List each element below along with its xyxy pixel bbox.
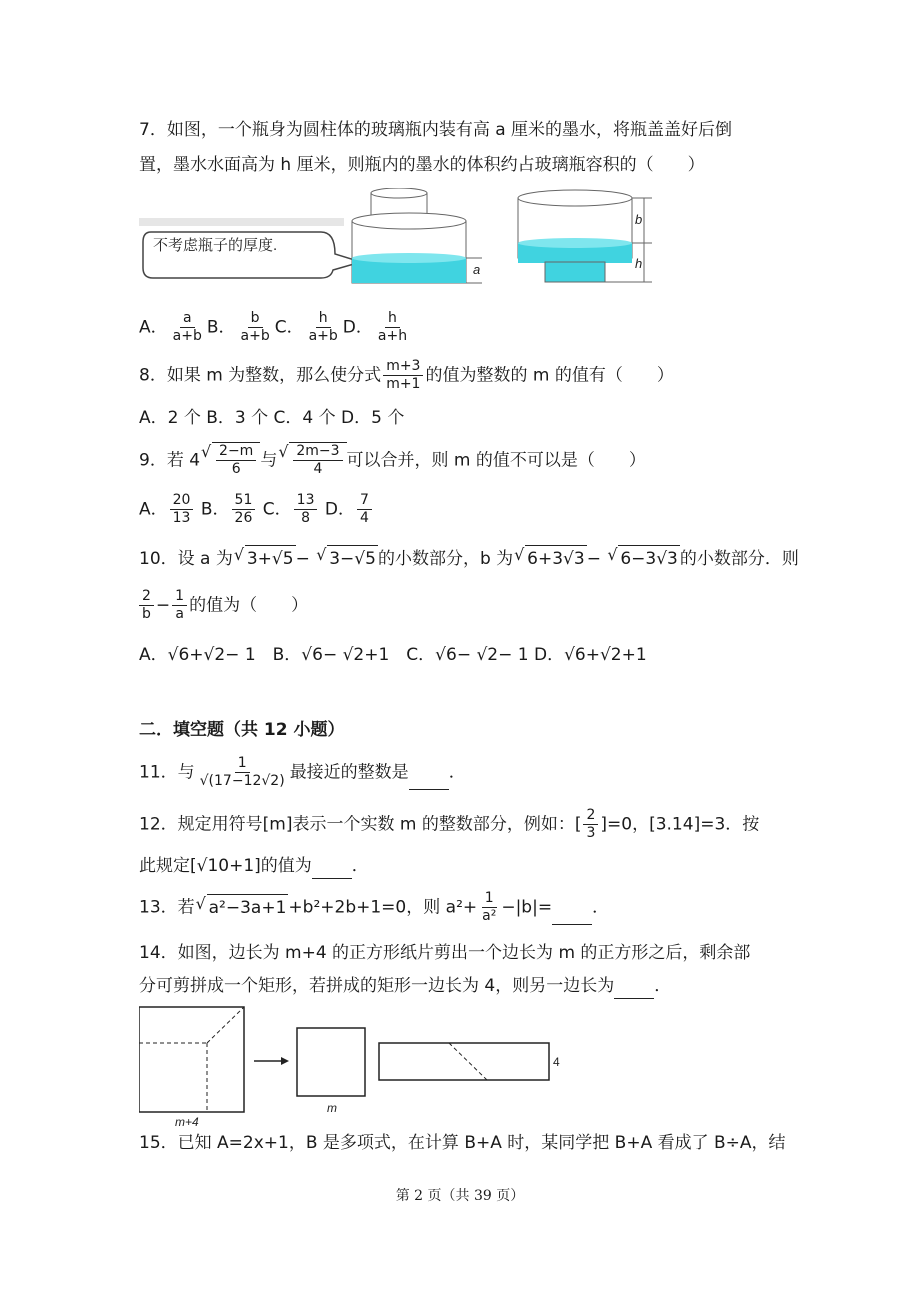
rectangle (379, 1043, 549, 1080)
answer-blank[interactable] (614, 982, 654, 999)
q9-stem: 9．若 4 √ $\frac{2-m}{6}$ 与 √ $\frac{2m-3}{4}$ 可以合并，则 m 的值不可以是（ ） (139, 442, 646, 478)
q11-stem: 11．与 $\frac{1}{√(17-12√2)}$ 最接近的整数是 ． (139, 755, 466, 789)
q10-stem: 10．设 a 为√ 3+√5 − √ 3−√5 的小数部分，b 为√ 6+3√3 − √ 6−3√3 的小数部分．则 (139, 545, 799, 572)
section-title: 二．填空题（共 12 小题） (139, 720, 345, 740)
q7-figure (139, 188, 659, 293)
q10-stem-2: $\frac{2}{b}$ − $\frac{1}{a}$ 的值为（ ） (139, 588, 308, 623)
q7-options: A． $\frac{a}{a+b}$ B． $\frac{b}{a+b}$ C． $\frac{h}{a+b}$ D． $\frac{h}{a+h}$ (139, 310, 408, 344)
page-footer: 第 2 页（共 39 页） (395, 1188, 525, 1204)
svg-text:m: m (327, 1101, 337, 1115)
q14-line2: 分可剪拼成一个矩形，若拼成的矩形一边长为 4，则另一边长为 ． (139, 973, 671, 999)
answer-blank[interactable] (312, 862, 352, 879)
q8-options: A．2 个 B．3 个 C．4 个 D．5 个 (139, 408, 405, 428)
svg-text:4: 4 (553, 1055, 560, 1069)
answer-blank[interactable] (409, 773, 449, 790)
svg-text:a: a (473, 262, 481, 277)
q13-stem: 13．若√ a²−3a+1 +b²+2b+1=0，则 a²+ $\frac{1}{\text{a²}}$ −|b|= ． (139, 890, 609, 925)
q14-line1: 14．如图，边长为 m+4 的正方形纸片剪出一个边长为 m 的正方形之后，剩余部 (139, 943, 751, 963)
q7-line1: 7．如图，一个瓶身为圆柱体的玻璃瓶内装有高 a 厘米的墨水，将瓶盖盖好后倒 (139, 120, 733, 140)
svg-text:b: b (635, 212, 643, 227)
svg-text:m+4: m+4 (175, 1115, 199, 1128)
small-square (297, 1028, 365, 1096)
svg-text:h: h (635, 256, 643, 271)
q12-line1: 12．规定用符号[m]表示一个实数 m 的整数部分，例如：[ $\frac{2}{3}$ ]=0，[3.14]=3．按 (139, 807, 760, 841)
bottle2-neck (545, 262, 605, 282)
bubble-text: 不考虑瓶子的厚度. (153, 237, 278, 254)
q12-line2: 此规定[√10+1]的值为 ． (139, 853, 369, 879)
q9-options: A． $\frac{20}{13}$ B． $\frac{51}{26}$ C． $\frac{13}{8}$ D． $\frac{7}{4}$ (139, 492, 374, 527)
answer-blank[interactable] (552, 908, 592, 925)
q7-line2: 置，墨水水面高为 h 厘米，则瓶内的墨水的体积约占玻璃瓶容积的（ ） (139, 155, 705, 175)
q15-line1: 15．已知 A=2x+1，B 是多项式，在计算 B+A 时，某同学把 B+A 看成了 B÷A，结 (139, 1133, 786, 1153)
q14-figure (139, 1003, 579, 1128)
q8-stem: 8．如果 m 为整数，那么使分式 $\frac{m+3}{m+1}$ 的值为整数的 m 的值有（ ） (139, 358, 674, 392)
q10-options: A．√6+√2− 1 B．√6− √2+1 C．√6− √2− 1 D．√6+√2+1 (139, 645, 647, 665)
